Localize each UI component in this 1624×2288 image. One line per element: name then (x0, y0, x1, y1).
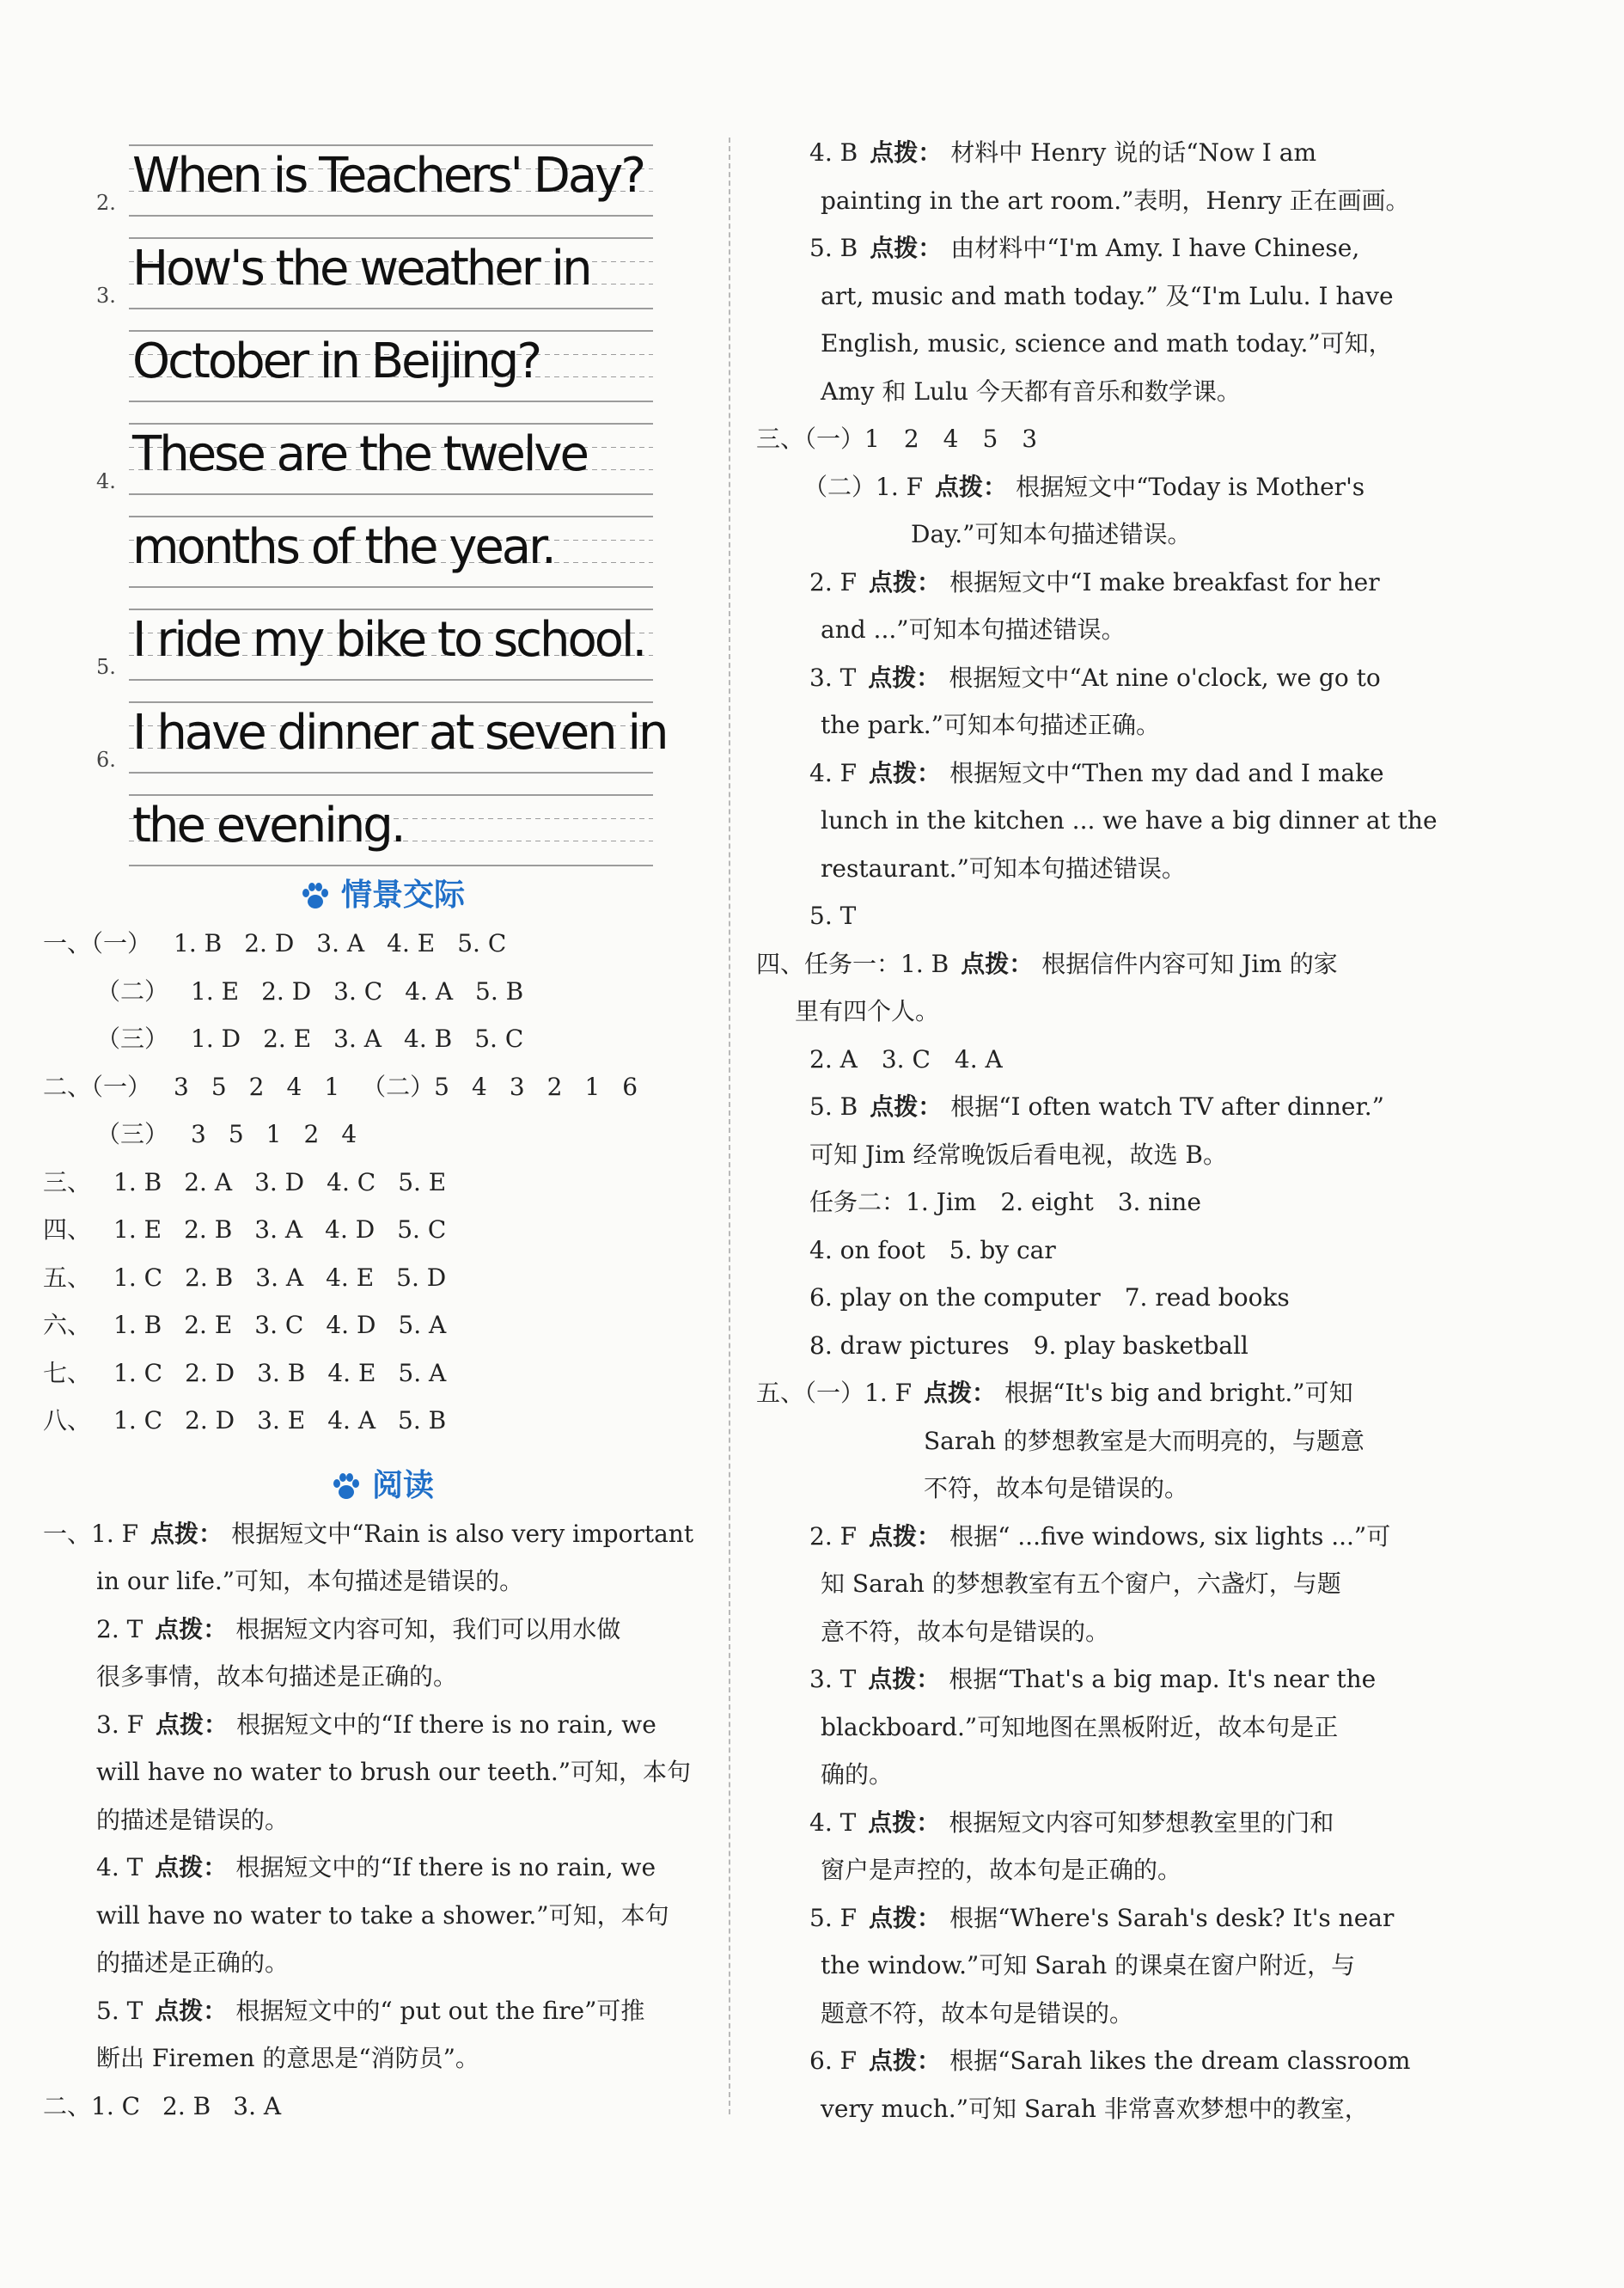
answer-line: 二、1. C 2. B 3. A (43, 2091, 282, 2120)
answer-line: will have no water to brush our teeth.”可知，本句 (96, 1758, 692, 1786)
answer-line: 8. draw pictures 9. play basketball (809, 1331, 1249, 1360)
answer-line: 4. F 点拨： 根据短文中“Then my dad and I make (809, 758, 1384, 787)
situation-answers (43, 920, 722, 1445)
answer-line: 三、 1. B 2. A 3. D 4. C 5. E (43, 1167, 447, 1196)
answer-line: 2. F 点拨： 根据短文中“I make breakfast for her (809, 567, 1380, 596)
answer-line: 三、（一）1 2 4 5 3 (756, 425, 1038, 453)
answer-line: 不符，故本句是错误的。 (924, 1474, 1189, 1502)
answer-line: （三） 1. D 2. E 3. A 4. B 5. C (96, 1025, 524, 1053)
handwriting-block (43, 129, 722, 872)
answer-line: 窗户是声控的，故本句是正确的。 (821, 1856, 1182, 1884)
column-divider (729, 138, 730, 2114)
answer-line: the park.”可知本句描述正确。 (821, 711, 1160, 739)
answer-line: 5. T (809, 902, 857, 930)
answer-line: 二、（一） 3 5 2 4 1 （二）5 4 3 2 1 6 (43, 1072, 638, 1101)
handwriting-line: 4. These are the twelve (43, 407, 722, 500)
answer-line: 5. B 点拨： 由材料中“I'm Amy. I have Chinese, (809, 234, 1360, 262)
handwriting-line: 5. I ride my bike to school. (43, 593, 722, 686)
answer-line: painting in the art room.”表明，Henry 正在画画。 (821, 186, 1410, 215)
answer-line: 6. play on the computer 7. read books (809, 1283, 1290, 1312)
answer-line: 2. A 3. C 4. A (809, 1044, 1003, 1074)
answer-line: 2. T 点拨： 根据短文内容可知，我们可以用水做 (96, 1614, 621, 1643)
answer-line: 的描述是错误的。 (96, 1805, 290, 1834)
answer-line: 确的。 (821, 1760, 894, 1789)
answer-line: （二）1. F 点拨： 根据短文中“Today is Mother's (803, 472, 1365, 501)
answer-line: 4. on foot 5. by car (809, 1235, 1056, 1264)
answer-line: 4. B 点拨： 材料中 Henry 说的话“Now I am (809, 138, 1316, 167)
answer-line: （三） 3 5 1 2 4 (96, 1120, 357, 1148)
answer-line: 5. B 点拨： 根据“I often watch TV after dinner.” (809, 1092, 1384, 1121)
answer-line: art, music and math today.” 及“I'm Lulu. I have (821, 281, 1394, 310)
answer-line: Day.”可知本句描述错误。 (911, 520, 1192, 548)
answer-line: 知 Sarah 的梦想教室有五个窗户，六盏灯，与题 (821, 1569, 1341, 1598)
answer-line: 五、（一）1. F 点拨： 根据“It's big and bright.”可知 (756, 1379, 1353, 1407)
answer-line: 2. F 点拨： 根据“ ...five windows, six lights ...”可 (809, 1521, 1391, 1551)
answer-line: 一、1. F 点拨： 根据短文中“Rain is also very important (43, 1519, 694, 1548)
section-title-situation: 情景交际 (43, 872, 722, 920)
answer-line: 3. T 点拨： 根据短文中“At nine o'clock, we go to (809, 663, 1381, 692)
answer-line: 3. T 点拨： 根据“That's a big map. It's near the (809, 1665, 1377, 1693)
answer-line: 四、任务一：1. B 点拨： 根据信件内容可知 Jim 的家 (756, 949, 1338, 978)
answer-line: 很多事情，故本句描述是正确的。 (96, 1662, 458, 1691)
answer-line: 四、 1. E 2. B 3. A 4. D 5. C (43, 1215, 447, 1244)
answer-line: 的描述是正确的。 (96, 1948, 290, 1977)
handwriting-text: I ride my bike to school. (129, 609, 653, 681)
handwriting-text: the evening. (129, 794, 653, 866)
handwriting-line (43, 500, 722, 593)
left-column (43, 129, 722, 2130)
answer-line: 任务二：1. Jim 2. eight 3. nine (809, 1188, 1201, 1216)
handwriting-line: 6. I have dinner at seven in (43, 686, 722, 779)
section-title-reading: 阅读 (43, 1462, 722, 1510)
handwriting-line: 3. How's the weather in (43, 222, 722, 315)
answer-line: 3. F 点拨： 根据短文中的“If there is no rain, we (96, 1710, 656, 1739)
handwriting-text: October in Beijing? (129, 330, 653, 402)
answer-line: 可知 Jim 经常晚饭后看电视，故选 B。 (809, 1140, 1228, 1169)
right-column (756, 129, 1438, 2132)
handwriting-text: When is Teachers' Day? (129, 144, 653, 217)
answer-line: English, music, science and math today.”可知， (821, 329, 1393, 358)
answer-line: 5. F 点拨： 根据“Where's Sarah's desk? It's near (809, 1903, 1395, 1932)
answer-line: blackboard.”可知地图在黑板附近，故本句是正 (821, 1712, 1339, 1741)
answer-line: 里有四个人。 (795, 997, 940, 1025)
answer-line: 八、 1. C 2. D 3. E 4. A 5. B (43, 1406, 447, 1435)
answer-line: （二） 1. E 2. D 3. C 4. A 5. B (96, 976, 524, 1006)
handwriting-text: I have dinner at seven in (129, 701, 653, 774)
answer-line: 六、 1. B 2. E 3. C 4. D 5. A (43, 1311, 447, 1339)
handwriting-text: How's the weather in (129, 237, 653, 309)
answer-line: restaurant.”可知本句描述错误。 (821, 853, 1186, 883)
handwriting-line: 2. When is Teachers' Day? (43, 129, 722, 222)
answer-line: 断出 Firemen 的意思是“消防员”。 (96, 2044, 479, 2072)
answer-line: 6. F 点拨： 根据“Sarah likes the dream classroom (809, 2046, 1411, 2075)
answer-line: 一、（一） 1. B 2. D 3. A 4. E 5. C (43, 929, 507, 957)
answer-line: will have no water to take a shower.”可知，本句 (96, 1900, 669, 1930)
handwriting-text: These are the twelve (129, 423, 653, 495)
answer-line: 意不符，故本句是错误的。 (821, 1617, 1110, 1646)
answer-line: 5. T 点拨： 根据短文中的“ put out the fire”可推 (96, 1996, 645, 2025)
handwriting-text: months of the year. (129, 516, 653, 588)
answer-line: in our life.”可知，本句描述是错误的。 (96, 1567, 524, 1595)
handwriting-line (43, 315, 722, 407)
paw-icon (300, 883, 331, 910)
answer-line: Amy 和 Lulu 今天都有音乐和数学课。 (821, 376, 1241, 406)
answer-line: 4. T 点拨： 根据短文内容可知梦想教室里的门和 (809, 1808, 1334, 1837)
answer-line: 五、 1. C 2. B 3. A 4. E 5. D (43, 1263, 447, 1292)
reading-answers (43, 1510, 722, 2131)
answer-line: 4. T 点拨： 根据短文中的“If there is no rain, we (96, 1853, 656, 1881)
answer-line: the window.”可知 Sarah 的课桌在窗户附近，与 (821, 1951, 1356, 1979)
answer-line: lunch in the kitchen ... we have a big dinner at the (821, 806, 1438, 835)
answer-line: very much.”可知 Sarah 非常喜欢梦想中的教室， (821, 2094, 1369, 2123)
answer-line: 七、 1. C 2. D 3. B 4. E 5. A (43, 1358, 447, 1387)
paw-icon (331, 1473, 362, 1501)
handwriting-line (43, 779, 722, 872)
answer-line: and ...”可知本句描述错误。 (821, 615, 1126, 644)
answer-line: 题意不符，故本句是错误的。 (821, 1998, 1134, 2028)
answer-line: Sarah 的梦想教室是大而明亮的，与题意 (924, 1426, 1365, 1455)
